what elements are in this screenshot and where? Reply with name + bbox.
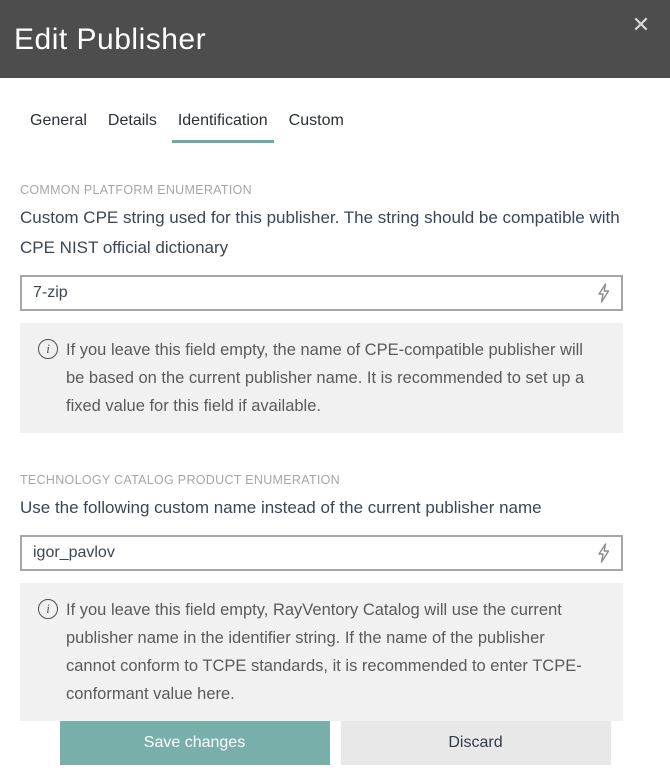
cpe-input-field — [20, 275, 623, 311]
info-icon: i — [38, 599, 58, 619]
tcpe-info-text: If you leave this field empty, RayVentory Catalog will use the current publisher name in the identifier string. If the name of the publisher cannot conform to TCPE standards, it is recommended to enter TCPE-conformant value here. — [66, 601, 582, 703]
lightning-icon[interactable] — [594, 282, 612, 304]
dialog-footer — [0, 721, 670, 765]
info-icon: i — [38, 339, 58, 359]
close-icon[interactable]: ✕ — [631, 12, 651, 37]
dialog-content — [0, 143, 670, 721]
tcpe-info-box — [20, 583, 623, 721]
lightning-icon-svg — [596, 543, 611, 563]
cpe-section-label: COMMON PLATFORM ENUMERATION — [20, 183, 252, 197]
dialog-title: Edit Publisher — [14, 23, 207, 56]
cpe-input[interactable] — [22, 277, 621, 309]
tcpe-section-label: TECHNOLOGY CATALOG PRODUCT ENUMERATION — [20, 473, 340, 487]
tcpe-input[interactable] — [22, 537, 621, 569]
tcpe-section-description: Use the following custom name instead of the current publisher name — [20, 498, 542, 517]
cpe-info-text: If you leave this field empty, the name of CPE-compatible publisher will be based on the current publisher name. It is recommended to set up a fixed value for this field if available. — [66, 341, 585, 415]
tab-general[interactable]: General — [30, 112, 87, 129]
lightning-icon-svg — [596, 283, 611, 303]
tab-details[interactable]: Details — [107, 112, 157, 129]
dialog-header — [0, 0, 670, 78]
tab-bar — [0, 112, 670, 143]
tab-identification[interactable]: Identification — [172, 112, 274, 143]
cpe-section-description: Custom CPE string used for this publisher. The string should be compatible with CPE NIST official dictionary — [20, 208, 620, 257]
cpe-info-box — [20, 323, 623, 433]
lightning-icon[interactable] — [594, 542, 612, 564]
discard-button[interactable]: Discard — [341, 721, 611, 765]
tcpe-input-field — [20, 535, 623, 571]
save-changes-button[interactable]: Save changes — [60, 721, 330, 765]
tab-custom[interactable]: Custom — [288, 112, 344, 129]
